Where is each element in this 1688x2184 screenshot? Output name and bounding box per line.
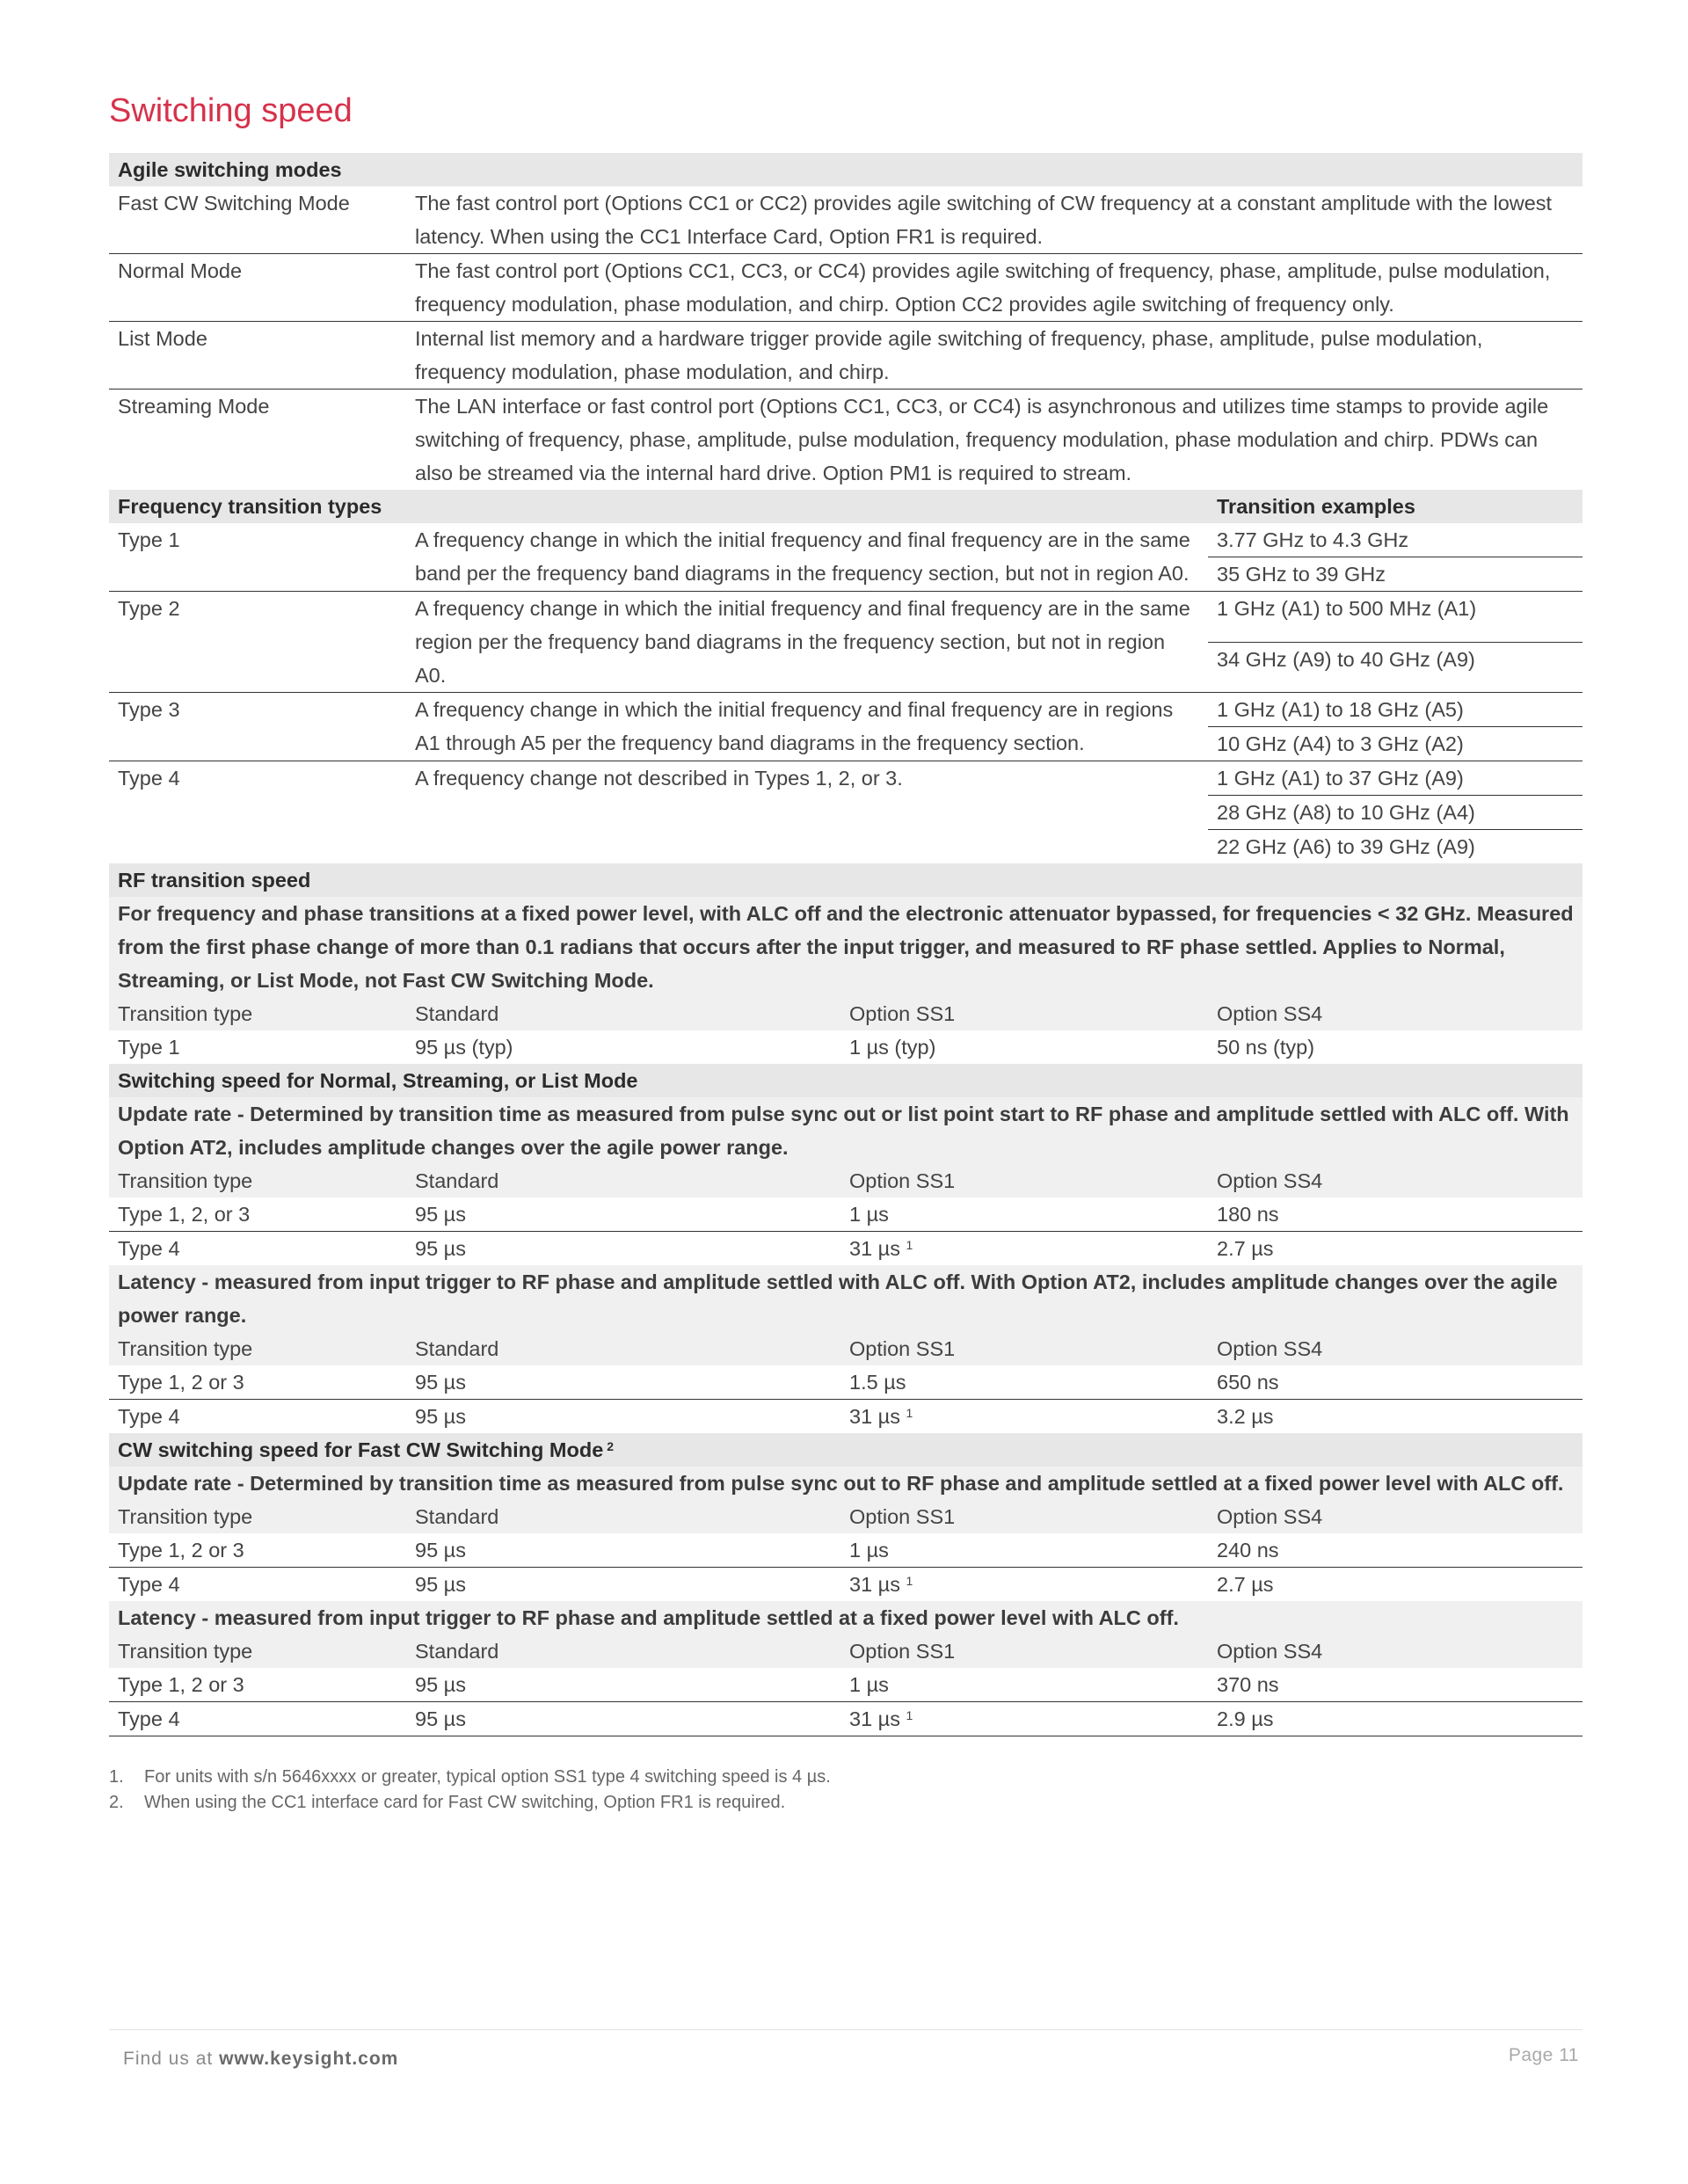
section-title-text: CW switching speed for Fast CW Switching Mode [118, 1438, 604, 1461]
footnote-ref: 2 [607, 1439, 615, 1453]
cell-standard: 95 µs [406, 1198, 840, 1232]
value: 31 µs [849, 1573, 900, 1596]
type-description: A frequency change not described in Types 1, 2, or 3. [415, 767, 903, 790]
cell-standard: 95 µs [415, 1405, 466, 1428]
table-row [109, 322, 1582, 389]
table-row [109, 1232, 1582, 1266]
mode-name: Streaming Mode [118, 395, 270, 418]
col-header-type: Transition type [109, 1332, 406, 1365]
type-name: Type 4 [118, 767, 180, 790]
cell-ss1 [840, 1533, 1208, 1568]
section-note [109, 1265, 1582, 1332]
footnote-text: When using the CC1 interface card for Fast CW switching, Option FR1 is required. [144, 1793, 786, 1812]
col-header-ss1: Option SS1 [840, 1332, 1208, 1365]
cell-type: Type 1, 2 or 3 [109, 1533, 406, 1568]
section-note [109, 1097, 1582, 1164]
col-header-ss1: Option SS1 [840, 997, 1208, 1030]
cell-ss1 [840, 1668, 1208, 1702]
transition-example: 1 GHz (A1) to 500 MHz (A1) [1208, 592, 1582, 643]
type-description: A frequency change in which the initial frequency and final frequency are in regions A1 through A5 per the frequency band diagrams in the frequency section. [406, 693, 1208, 761]
note-text: Update rate - Determined by transition time as measured from pulse sync out to RF phase and amplitude settled at a fixed power level with ALC off. [109, 1467, 1582, 1500]
type-name: Type 1 [109, 523, 406, 592]
cell-ss4: 650 ns [1208, 1365, 1582, 1400]
note-text: Update rate - Determined by transition time as measured from pulse sync out or list point start to RF phase and amplitude settled with ALC off. With Option AT2, includes amplitude changes over the agile power range. [109, 1097, 1582, 1164]
col-header-ss1: Option SS1 [840, 1634, 1208, 1668]
table-row [109, 1533, 1582, 1568]
col-header-standard: Standard [406, 1332, 840, 1365]
transition-example: 3.77 GHz to 4.3 GHz [1208, 523, 1582, 557]
value: 1 µs [849, 1673, 889, 1696]
transition-example: 1 GHz (A1) to 18 GHz (A5) [1208, 693, 1582, 727]
table-row [109, 1365, 1582, 1400]
cell-type: Type 1 [118, 1036, 180, 1059]
section-header-frequency [109, 490, 1582, 523]
cell-ss1 [840, 1198, 1208, 1232]
col-header-standard: Standard [406, 1164, 840, 1198]
col-header-ss4: Option SS4 [1208, 1634, 1582, 1668]
footnote [109, 1790, 1582, 1816]
cell-ss4: 370 ns [1208, 1668, 1582, 1702]
footer-divider [109, 2029, 1582, 2030]
col-header-ss4: Option SS4 [1208, 997, 1582, 1030]
table-row [109, 1030, 1582, 1064]
cell-ss4: 180 ns [1208, 1198, 1582, 1232]
section-title: Switching speed for Normal, Streaming, or List Mode [109, 1064, 1582, 1097]
footnote [109, 1765, 1582, 1790]
section-header-fastcw [109, 1433, 1582, 1467]
cell-ss1: 1 µs (typ) [849, 1036, 936, 1059]
cell-type: Type 4 [118, 1237, 180, 1260]
cell-ss4: 50 ns (typ) [1217, 1036, 1315, 1059]
value: 31 µs [849, 1237, 900, 1260]
cell-ss1 [840, 1400, 1208, 1434]
column-header-row [109, 1164, 1582, 1198]
cell-type: Type 1, 2 or 3 [109, 1365, 406, 1400]
col-header-ss4: Option SS4 [1208, 1164, 1582, 1198]
cell-ss4: 240 ns [1208, 1533, 1582, 1568]
cell-ss1 [840, 1232, 1208, 1266]
cell-standard: 95 µs [415, 1237, 466, 1260]
table-row [109, 1400, 1582, 1434]
footnote-ref: 1 [906, 1708, 913, 1722]
transition-example: 35 GHz to 39 GHz [1208, 557, 1582, 592]
cell-ss1 [840, 1568, 1208, 1602]
transition-example: 34 GHz (A9) to 40 GHz (A9) [1208, 642, 1582, 693]
section-header-rf [109, 863, 1582, 897]
switching-speed-table [109, 153, 1582, 1736]
column-header-row [109, 1332, 1582, 1365]
value: 1.5 µs [849, 1371, 906, 1394]
cell-standard: 95 µs [415, 1573, 466, 1596]
cell-ss1 [840, 1365, 1208, 1400]
cell-ss4: 2.7 µs [1217, 1237, 1274, 1260]
transition-example: 28 GHz (A8) to 10 GHz (A4) [1208, 796, 1582, 830]
section-title: RF transition speed [109, 863, 1582, 897]
transition-example: 10 GHz (A4) to 3 GHz (A2) [1208, 727, 1582, 761]
footnote-ref: 1 [906, 1238, 913, 1252]
mode-description: The LAN interface or fast control port (Options CC1, CC3, or CC4) is asynchronous and utilizes time stamps to provide agile switching of frequency, phase, amplitude, pulse modulation, frequency modulation, phase modulation and chirp. PDWs can also be streamed via the internal hard drive. Option PM1 is required to stream. [415, 395, 1549, 484]
section-title: Agile switching modes [109, 153, 1582, 186]
col-header-ss4: Option SS4 [1208, 1332, 1582, 1365]
cell-standard: 95 µs [406, 1365, 840, 1400]
cell-standard: 95 µs [406, 1533, 840, 1568]
type-description: A frequency change in which the initial frequency and final frequency are in the same region per the frequency band diagrams in the frequency section, but not in region A0. [406, 592, 1208, 693]
section-note [109, 1601, 1582, 1634]
cell-standard: 95 µs [406, 1668, 840, 1702]
page-number: Page 11 [1508, 2045, 1579, 2065]
col-header-type: Transition type [109, 1634, 406, 1668]
note-text: Latency - measured from input trigger to RF phase and amplitude settled at a fixed power level with ALC off. [109, 1601, 1582, 1634]
footnote-text: For units with s/n 5646xxxx or greater, typical option SS1 type 4 switching speed is 4 µs. [144, 1767, 831, 1787]
cell-type: Type 1, 2, or 3 [109, 1198, 406, 1232]
cell-type: Type 4 [109, 1702, 406, 1736]
col-header-standard: Standard [406, 997, 840, 1030]
type-name: Type 2 [109, 592, 406, 693]
mode-name: List Mode [109, 322, 406, 389]
cell-type: Type 1, 2 or 3 [109, 1668, 406, 1702]
section-title [109, 1433, 1582, 1467]
footer-find-prefix: Find us at [123, 2049, 214, 2069]
col-header-ss4: Option SS4 [1208, 1500, 1582, 1533]
footer-website-link[interactable]: www.keysight.com [219, 2049, 399, 2069]
table-row [109, 254, 1582, 322]
col-header-type: Transition type [109, 997, 406, 1030]
footnote-number: 1. [109, 1767, 124, 1787]
value: 31 µs [849, 1405, 900, 1428]
table-row [109, 693, 1582, 727]
table-row [109, 1702, 1582, 1736]
section-title: Frequency transition types [109, 490, 1208, 523]
page-title: Switching speed [109, 92, 353, 129]
transition-example: 22 GHz (A6) to 39 GHz (A9) [1217, 835, 1475, 858]
mode-name: Fast CW Switching Mode [109, 186, 406, 254]
section-note [109, 1467, 1582, 1500]
footnote-number: 2. [109, 1793, 124, 1812]
table-row [109, 523, 1582, 557]
column-header-row [109, 997, 1582, 1030]
section-note [109, 897, 1582, 997]
cell-ss4: 3.2 µs [1217, 1405, 1274, 1428]
table-row [109, 1198, 1582, 1232]
cell-ss1 [840, 1702, 1208, 1736]
mode-description: Internal list memory and a hardware trigger provide agile switching of frequency, phase, amplitude, pulse modulation, frequency modulation, phase modulation, and chirp. [406, 322, 1582, 389]
column-header-row [109, 1634, 1582, 1668]
col-header-ss1: Option SS1 [840, 1500, 1208, 1533]
footnote-ref: 1 [906, 1574, 913, 1588]
footnote-ref: 1 [906, 1406, 913, 1420]
section-header-normal [109, 1064, 1582, 1097]
col-header-type: Transition type [109, 1164, 406, 1198]
col-header-standard: Standard [406, 1500, 840, 1533]
table-row [109, 761, 1582, 796]
table-row [109, 389, 1582, 491]
mode-name: Normal Mode [109, 254, 406, 322]
mode-description: The fast control port (Options CC1, CC3, or CC4) provides agile switching of frequency, phase, amplitude, pulse modulation, frequency modulation, phase modulation, and chirp. Option CC2 provides agile switching of frequency only. [406, 254, 1582, 322]
cell-standard: 95 µs (typ) [415, 1036, 513, 1059]
column-header-row [109, 1500, 1582, 1533]
table-row [109, 1668, 1582, 1702]
note-text: Latency - measured from input trigger to RF phase and amplitude settled with ALC off. With Option AT2, includes amplitude changes over the agile power range. [109, 1265, 1582, 1332]
col-header-type: Transition type [109, 1500, 406, 1533]
page [109, 84, 1582, 1816]
value: 1 µs [849, 1203, 889, 1226]
table-row [109, 186, 1582, 254]
footer-find-us [123, 2049, 398, 2070]
examples-heading: Transition examples [1208, 490, 1582, 523]
mode-description: The fast control port (Options CC1 or CC2) provides agile switching of CW frequency at a constant amplitude with the lowest latency. When using the CC1 Interface Card, Option FR1 is required. [406, 186, 1582, 254]
cell-type: Type 4 [118, 1573, 180, 1596]
cell-standard: 95 µs [406, 1702, 840, 1736]
type-name: Type 3 [109, 693, 406, 761]
cell-type: Type 4 [118, 1405, 180, 1428]
table-row [109, 592, 1582, 643]
section-header-agile [109, 153, 1582, 186]
cell-ss4: 2.9 µs [1208, 1702, 1582, 1736]
type-description: A frequency change in which the initial frequency and final frequency are in the same band per the frequency band diagrams in the frequency section, but not in region A0. [406, 523, 1208, 592]
transition-example: 1 GHz (A1) to 37 GHz (A9) [1208, 761, 1582, 796]
footnotes [109, 1765, 1582, 1816]
col-header-standard: Standard [406, 1634, 840, 1668]
note-text: For frequency and phase transitions at a fixed power level, with ALC off and the electronic attenuator bypassed, for frequencies < 32 GHz. Measured from the first phase change of more than 0.1 radians that occurs after the input trigger, and measured to RF phase settled. Applies to Normal, Streaming, or List Mode, not Fast CW Switching Mode. [109, 897, 1582, 997]
value: 31 µs [849, 1707, 900, 1730]
value: 1 µs [849, 1539, 889, 1562]
table-row [109, 1568, 1582, 1602]
cell-ss4: 2.7 µs [1217, 1573, 1274, 1596]
col-header-ss1: Option SS1 [840, 1164, 1208, 1198]
